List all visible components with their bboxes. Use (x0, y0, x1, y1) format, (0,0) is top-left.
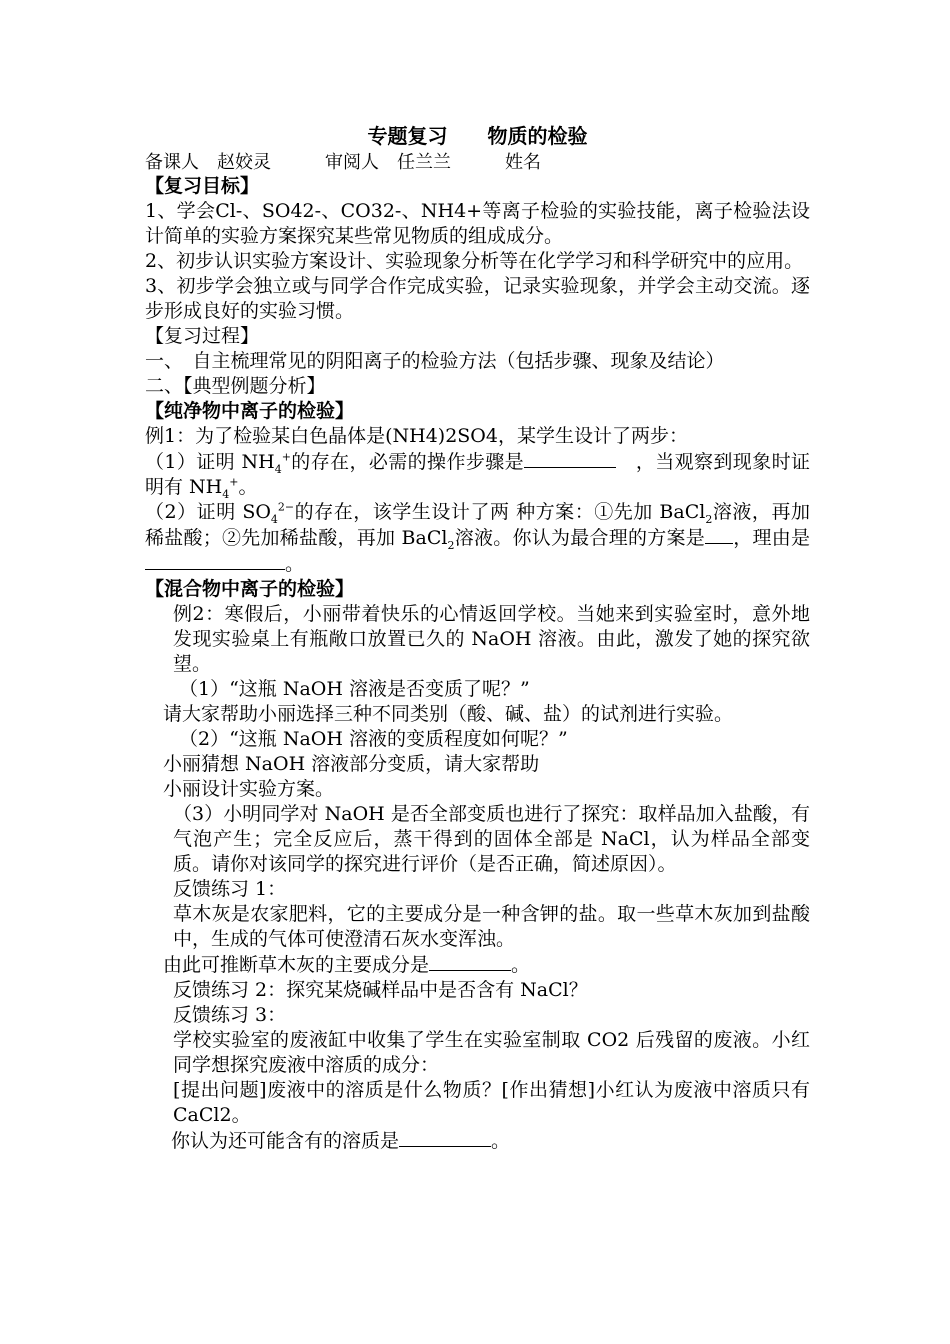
superscript: + (281, 450, 291, 464)
page-title: 专题复习 物质的检验 (367, 124, 588, 148)
answer-blank[interactable] (399, 1128, 491, 1147)
feedback-1-question-text: 由此可推断草木灰的主要成分是 (163, 954, 430, 976)
subscript: 2 (447, 538, 455, 552)
example-2-question-2-note: 小丽设计实验方案。 (163, 778, 335, 800)
pure-heading: 【纯净物中离子的检验】 (145, 400, 355, 422)
goal-item: 1、学会Cl-、SO42-、CO32-、NH4+等离子检验的实验技能，离子检验法设计简单的实验方案探究某些常见物质的组成成分。 (145, 200, 810, 247)
feedback-3-question-text: 你认为还可能含有的溶质是 (171, 1130, 400, 1152)
q1-text-b: 的存在，必需的操作步骤是 (290, 451, 525, 473)
feedback-3-guess: [提出问题]废液中的溶质是什么物质？[作出猜想]小红认为废液中溶质只有 CaCl2。 (173, 1079, 810, 1126)
step-one-text: 自主梳理常见的阴阳离子的检验方法（包括步骤、现象及结论） (192, 350, 725, 372)
feedback-3-title: 反馈练习 3： (173, 1004, 287, 1026)
answer-blank[interactable] (524, 449, 616, 468)
answer-blank[interactable] (145, 551, 285, 570)
example-2-question-3: （3）小明同学对 NaOH 是否全部变质也进行了探究：取样品加入盐酸，有气泡产生；完全反应后，蒸干得到的固体全部是 NaCl，认为样品全部变质。请你对该同学的探究进行评价（是否正确，简述原因）。 (173, 803, 810, 875)
step-one (145, 349, 810, 374)
q1-text-a: （1）证明 NH (145, 451, 275, 473)
feedback-3-question (145, 1128, 810, 1154)
q2-text-d: 溶液。你认为最合理的方案是 (454, 527, 705, 549)
subscript: 4 (222, 487, 230, 501)
author-line: 备课人 赵姣灵 审阅人 任兰兰 姓名 (145, 152, 541, 173)
feedback-2: 反馈练习 2：探究某烧碱样品中是否含有 NaCl？ (173, 979, 588, 1001)
superscript: + (229, 475, 239, 489)
period: 。 (238, 476, 258, 498)
feedback-3-text: 学校实验室的废液缸中收集了学生在实验室制取 CO2 后残留的废液。小红同学想探究废液中溶质的成分： (173, 1029, 810, 1076)
superscript: 2− (277, 500, 295, 514)
answer-blank[interactable] (429, 952, 511, 971)
step-one-number: 一、 (145, 350, 174, 372)
period: 。 (491, 1130, 511, 1152)
example-2-question-2-note: 小丽猜想 NaOH 溶液部分变质，请大家帮助 (163, 753, 540, 775)
goal-item: 3、初步学会独立或与同学合作完成实验，记录实验现象，并学会主动交流。逐步形成良好的实验习惯。 (145, 275, 810, 322)
example-1-intro: 例1：为了检验某白色晶体是(NH4)2SO4，某学生设计了两步： (145, 425, 688, 447)
goals-heading: 【复习目标】 (145, 175, 260, 197)
example-1-question-2 (145, 500, 810, 577)
feedback-1-title: 反馈练习 1： (173, 878, 287, 900)
step-two: 二、【典型例题分析】 (145, 375, 326, 397)
goal-item: 2、初步认识实验方案设计、实验现象分析等在化学学习和科学研究中的应用。 (145, 250, 804, 272)
subscript: 4 (274, 462, 282, 476)
q1-text-c: ，当观察到现象时证明有 NH (145, 451, 810, 498)
q2-text-e: ，理由是 (732, 527, 810, 549)
document-page (145, 122, 810, 1154)
mixed-heading: 【混合物中离子的检验】 (145, 578, 355, 600)
answer-blank[interactable] (705, 525, 733, 544)
period: 。 (511, 954, 531, 976)
q2-text-f: 。 (285, 553, 305, 575)
process-heading: 【复习过程】 (145, 325, 260, 347)
feedback-1-text: 草木灰是农家肥料，它的主要成分是一种含钾的盐。取一些草木灰加到盐酸中，生成的气体可使澄清石灰水变浑浊。 (173, 903, 810, 950)
example-2-intro: 例2：寒假后，小丽带着快乐的心情返回学校。当她来到实验室时，意外地发现实验桌上有瓶敞口放置已久的 NaOH 溶液。由此，激发了她的探究欲望。 (173, 603, 810, 675)
subscript: 4 (270, 512, 278, 526)
q2-text-c: 溶液，再加稀盐酸；②先加稀盐酸，再加 BaCl (145, 501, 810, 549)
q2-text-b: 的存在，该学生设计了两 种方案：①先加 BaCl (294, 501, 706, 523)
q2-text-a: （2）证明 SO (145, 501, 271, 523)
example-2-question-1-note: 请大家帮助小丽选择三种不同类别（酸、碱、盐）的试剂进行实验。 (163, 703, 734, 725)
feedback-1-question (145, 952, 810, 978)
example-1-question-1 (145, 449, 810, 500)
example-2-question-2: （2）“这瓶 NaOH 溶液的变质程度如何呢？” (179, 728, 568, 750)
subscript: 2 (705, 512, 713, 526)
example-2-question-1: （1）“这瓶 NaOH 溶液是否变质了呢？” (179, 678, 530, 700)
